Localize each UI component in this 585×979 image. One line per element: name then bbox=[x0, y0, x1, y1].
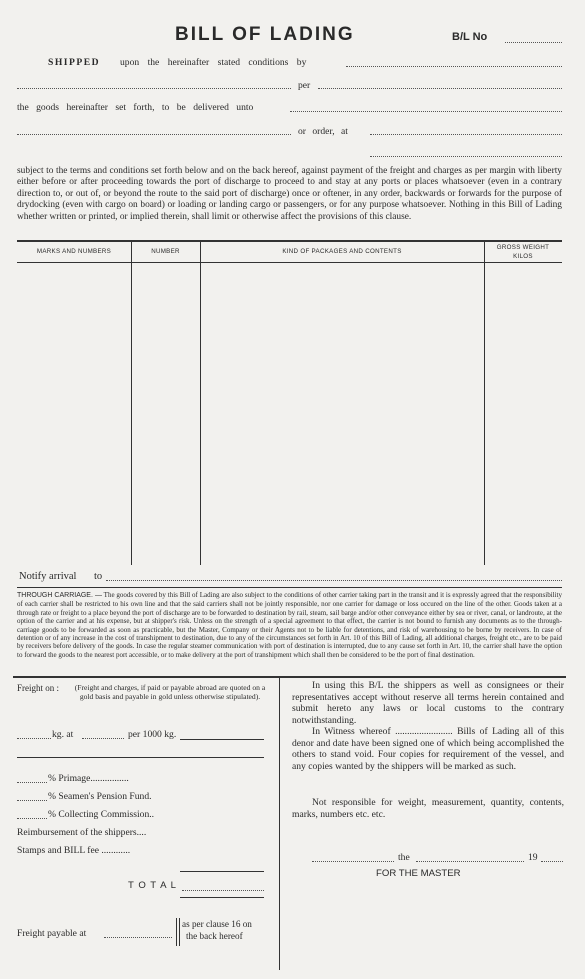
consignor-field[interactable] bbox=[17, 88, 291, 89]
through-top-rule bbox=[17, 587, 562, 588]
shipped-by-field[interactable] bbox=[346, 66, 562, 67]
goods-text: the goods hereinafter set forth, to be delivered unto bbox=[17, 102, 254, 113]
notify-label: Notify arrival bbox=[19, 571, 77, 582]
not-responsible-clause: Not responsible for weight, measurement, quantity, contents, marks, numbers etc. etc. bbox=[292, 797, 564, 820]
shipped-text: upon the hereinafter stated conditions by bbox=[120, 57, 307, 68]
collecting-label: % Collecting Commission.. bbox=[48, 809, 155, 820]
witness-clause: In Witness whereof ........................ Bills of Lading all of this denor and date have been signed one of which being accomplished the others to stand void. Four copies for requirement of the vessel, and any copies wanted by the shippers will be marked as such. bbox=[292, 726, 564, 772]
clause-line-1: as per clause 16 on bbox=[182, 919, 252, 929]
or-order-field[interactable] bbox=[370, 134, 562, 135]
bl-number-field[interactable] bbox=[505, 42, 562, 43]
payable-bracket-1 bbox=[176, 918, 177, 946]
shipped-label: SHIPPED bbox=[48, 57, 101, 68]
primage-pct-field[interactable] bbox=[17, 782, 47, 783]
col-header-number: NUMBER bbox=[151, 248, 180, 255]
table-header-rule bbox=[17, 262, 562, 263]
col-header-marks: MARKS AND NUMBERS bbox=[36, 248, 112, 255]
stamps-label: Stamps and BILL fee ............ bbox=[17, 845, 131, 856]
total-field[interactable] bbox=[182, 890, 264, 891]
terms-acceptance: In using this B/L the shippers as well as consignees or their representatives accept without reserve all terms herein contained and submit hereto any laws or local customs to the contrary notwithstanding. bbox=[292, 680, 564, 726]
freight-amount-line[interactable] bbox=[17, 757, 264, 758]
freight-note: (Freight and charges, if paid or payable abroad are quoted on a gold basis and payable in gold unless otherwise stipulated). bbox=[74, 683, 266, 701]
page-title: BILL OF LADING bbox=[175, 24, 355, 45]
rate-field[interactable] bbox=[82, 738, 124, 739]
through-carriage-heading: THROUGH CARRIAGE. — bbox=[17, 592, 102, 599]
destination-field[interactable] bbox=[370, 156, 562, 157]
consignee-field[interactable] bbox=[17, 134, 291, 135]
freight-on-label: Freight on : bbox=[17, 683, 59, 693]
number-cell[interactable] bbox=[132, 264, 199, 564]
bl-number-label: B/L No bbox=[452, 31, 488, 43]
payable-at-label: Freight payable at bbox=[17, 928, 87, 939]
table-top-rule bbox=[17, 240, 562, 242]
for-the-master: FOR THE MASTER bbox=[376, 868, 461, 879]
pension-pct-field[interactable] bbox=[17, 800, 47, 801]
payable-bracket-2 bbox=[179, 918, 180, 946]
collecting-pct-field[interactable] bbox=[17, 818, 47, 819]
freight-column-divider bbox=[279, 678, 280, 970]
col-header-kilos: KILOS bbox=[513, 253, 533, 260]
place-field[interactable] bbox=[312, 861, 394, 862]
notify-to: to bbox=[94, 571, 103, 582]
date-field[interactable] bbox=[416, 861, 524, 862]
payable-at-field[interactable] bbox=[104, 937, 172, 938]
kg-amount-field[interactable] bbox=[17, 738, 51, 739]
clause-line-2: the back hereof bbox=[186, 931, 243, 941]
contents-cell[interactable] bbox=[201, 264, 483, 564]
notify-field[interactable] bbox=[106, 580, 562, 581]
total-label: T O T A L bbox=[128, 880, 177, 891]
marks-cell[interactable] bbox=[18, 264, 130, 564]
deliver-to-field[interactable] bbox=[290, 111, 562, 112]
per-1000-label: per 1000 kg. bbox=[128, 729, 177, 740]
per-field[interactable] bbox=[318, 88, 562, 89]
col-header-kind: KIND OF PACKAGES AND CONTENTS bbox=[282, 248, 402, 255]
through-carriage-clause bbox=[17, 591, 562, 659]
primage-label: % Primage................ bbox=[48, 773, 129, 784]
terms-paragraph: subject to the terms and conditions set forth below and on the back hereof, against payment of the freight and charges as per margin with liberty either before or after proceeding towards the port of discharge to proceed to and stay at any ports or places whatsoever (even in a contrary direction to, or out of, or beyond the route to the said port of discharge) once or oftener, in any order, backwards or forwards for the purpose of drydocking (even with cargo on board) or loading or landing cargo or passengers, or for any purpose whatsoever. Nothing in this Bill of Lading whether written or printed, or implied therein, shall limit or otherwise affect the provisions of this clause. bbox=[17, 166, 562, 222]
kg-line[interactable] bbox=[180, 739, 264, 740]
pension-label: % Seamen's Pension Fund. bbox=[48, 791, 152, 802]
kg-at-label: kg. at bbox=[52, 729, 74, 740]
through-carriage-text: The goods covered by this Bill of Lading are also subject to the conditions of other carrier taking part in the transit and it is expressly agreed that the responsibility of each carrier shall be restricted to his own line and that the said carriers shall not be jointly responsible, nor one carrier for damage or loss occured on the line of the other. Goods taken at a through rate or freight to a place beyond the port of discharge are to be forwarded to destination by rail, steam, sail barge and/or other conveyance either by sea or river, canal, or landroute, at the option of the carrier and at his expense, but at shipper's risk. Unless on the strength of a special agreement to that effect, the carrier is not bound to furnish any documents as to the through-carriage goods to be forwarded as soon as practicable, but the Master, Company or their Agents not to be liable for detentions, and risk of warehousing to be borne by receivers. In case of detention or of any increase in the cost of transhipment to destination, due to any of the circumstances set forth in Art. 10 of this Bill of Lading, all additional charges, freight etc., are to be paid by receivers before delivery of the goods. In case the regular steamer communication with port of destination is interrupted, due to any cause set forth in Art. 10, the carrier shall have the option to forward the goods to the nearest port accessible, or to make delivery at the port of transhipment which shall then be considered to be the port of final destination. bbox=[17, 591, 562, 659]
total-underline bbox=[180, 897, 264, 898]
per-label: per bbox=[298, 80, 311, 91]
year-field[interactable] bbox=[541, 861, 563, 862]
reimbursement-label: Reimbursement of the shippers.... bbox=[17, 827, 147, 838]
freight-top-rule bbox=[13, 676, 566, 678]
year-label: 19 bbox=[528, 852, 538, 863]
col-header-weight: GROSS WEIGHT bbox=[496, 244, 550, 251]
stamps-line[interactable] bbox=[180, 871, 264, 872]
weight-cell[interactable] bbox=[485, 264, 561, 564]
date-the-label: the bbox=[398, 852, 410, 863]
or-order-label: or order, at bbox=[298, 126, 348, 137]
